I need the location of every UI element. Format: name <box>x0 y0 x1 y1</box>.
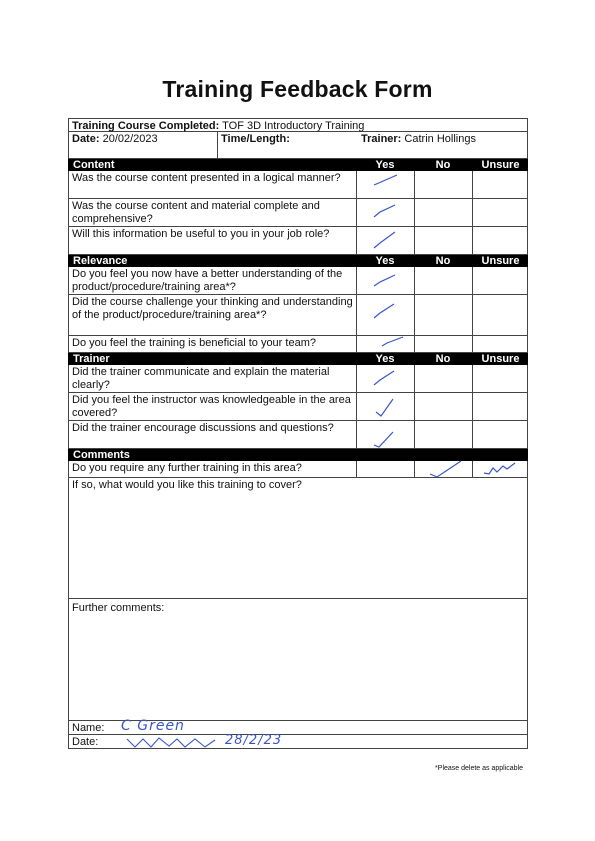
unsure-column-header: Unsure <box>481 159 520 171</box>
no-checkbox[interactable] <box>414 199 472 226</box>
yes-column-header: Yes <box>375 159 395 171</box>
yes-checkbox[interactable] <box>356 199 414 226</box>
question-row <box>68 295 528 336</box>
time-length-label: Time/Length: <box>221 133 290 145</box>
question-row <box>68 227 528 255</box>
question-text: Was the course content presented in a logical manner? <box>72 172 341 184</box>
yes-checkbox[interactable] <box>356 365 414 392</box>
footnote: *Please delete as applicable <box>435 765 523 772</box>
unsure-checkbox[interactable] <box>472 393 529 420</box>
further-comments-box[interactable] <box>68 599 528 721</box>
no-column-header: No <box>435 159 451 171</box>
checkmark-icon <box>371 272 401 290</box>
question-text: Do you require any further training in this area? <box>72 462 302 474</box>
signoff-date-value[interactable]: 28/2/23 <box>225 733 283 748</box>
trainer-section-header <box>68 353 528 365</box>
unsure-column-header: Unsure <box>481 255 520 267</box>
unsure-checkbox[interactable] <box>472 199 529 226</box>
no-checkbox[interactable] <box>414 171 472 198</box>
relevance-heading: Relevance <box>73 255 128 267</box>
date-value: 20/02/2023 <box>102 133 158 145</box>
question-text: Was the course content and material complete and comprehensive? <box>72 200 320 225</box>
no-checkbox[interactable] <box>414 461 472 477</box>
yes-checkbox[interactable] <box>356 267 414 294</box>
yes-checkbox[interactable] <box>356 461 414 477</box>
comments-heading: Comments <box>73 449 130 461</box>
yes-checkbox[interactable] <box>356 393 414 420</box>
checkmark-icon <box>371 173 401 189</box>
unsure-checkbox[interactable] <box>472 336 529 352</box>
no-checkbox[interactable] <box>414 267 472 294</box>
yes-checkbox[interactable] <box>356 227 414 254</box>
checkmark-icon <box>371 301 401 323</box>
no-column-header: No <box>435 353 451 365</box>
question-row <box>68 365 528 393</box>
no-checkbox[interactable] <box>414 336 472 352</box>
unsure-checkbox[interactable] <box>472 461 529 477</box>
name-label: Name: <box>72 722 105 734</box>
question-row <box>68 267 528 295</box>
course-label: Training Course Completed: <box>72 120 220 132</box>
question-row <box>68 171 528 199</box>
checkmark-icon <box>379 336 409 350</box>
checkmark-icon <box>373 396 403 418</box>
question-row <box>68 421 528 449</box>
date-signoff-row <box>68 735 528 749</box>
no-checkbox[interactable] <box>414 227 472 254</box>
crossed-out-scribble <box>125 735 221 749</box>
unsure-checkbox[interactable] <box>472 295 529 335</box>
date-label: Date: <box>72 133 100 145</box>
name-row <box>68 718 528 735</box>
content-heading: Content <box>73 159 115 171</box>
question-row <box>68 393 528 421</box>
feedback-form <box>68 118 528 749</box>
question-row <box>68 461 528 478</box>
question-text: Do you feel you now have a better understanding of the product/procedure/training area*? <box>72 268 343 293</box>
question-text: Do you feel the training is beneficial to your team? <box>72 337 316 349</box>
trainer-value: Catrin Hollings <box>404 133 476 145</box>
checkmark-icon <box>371 369 401 389</box>
yes-checkbox[interactable] <box>356 421 414 448</box>
unsure-checkbox[interactable] <box>472 421 529 448</box>
yes-checkbox[interactable] <box>356 171 414 198</box>
question-text: Did you feel the instructor was knowledgeable in the area covered? <box>72 394 351 419</box>
form-title: Training Feedback Form <box>162 76 433 102</box>
training-cover-box[interactable] <box>68 478 528 599</box>
question-text: Did the course challenge your thinking and understanding of the product/procedure/training area*? <box>72 296 353 321</box>
course-value: TOF 3D Introductory Training <box>222 120 365 132</box>
relevance-section-header <box>68 255 528 267</box>
trainer-heading: Trainer <box>73 353 110 365</box>
unsure-checkbox[interactable] <box>472 171 529 198</box>
yes-column-header: Yes <box>375 255 395 267</box>
checkmark-icon <box>371 203 401 221</box>
signoff-date-label: Date: <box>72 736 99 748</box>
question-row <box>68 199 528 227</box>
training-cover-prompt: If so, what would you like this training to cover? <box>72 479 302 491</box>
course-row <box>68 118 528 132</box>
unsure-column-header: Unsure <box>481 353 520 365</box>
checkmark-icon <box>371 429 401 449</box>
yes-checkbox[interactable] <box>356 336 414 352</box>
details-row <box>68 132 528 159</box>
yes-checkbox[interactable] <box>356 295 414 335</box>
no-column-header: No <box>435 255 451 267</box>
trainer-label: Trainer: <box>361 133 402 145</box>
checkmark-icon <box>371 230 401 252</box>
unsure-checkbox[interactable] <box>472 267 529 294</box>
no-checkbox[interactable] <box>414 421 472 448</box>
question-text: Did the trainer communicate and explain the material clearly? <box>72 366 330 391</box>
unsure-checkbox[interactable] <box>472 365 529 392</box>
question-row <box>68 336 528 353</box>
name-value[interactable]: C Green <box>121 718 185 734</box>
no-checkbox[interactable] <box>414 365 472 392</box>
question-text: Did the trainer encourage discussions and questions? <box>72 422 334 434</box>
yes-column-header: Yes <box>375 353 395 365</box>
unsure-checkbox[interactable] <box>472 227 529 254</box>
no-checkbox[interactable] <box>414 393 472 420</box>
further-comments-prompt: Further comments: <box>72 602 165 614</box>
question-text: Will this information be useful to you in your job role? <box>72 228 330 240</box>
content-section-header <box>68 159 528 171</box>
scribble-mark-icon <box>481 459 521 479</box>
no-checkbox[interactable] <box>414 295 472 335</box>
